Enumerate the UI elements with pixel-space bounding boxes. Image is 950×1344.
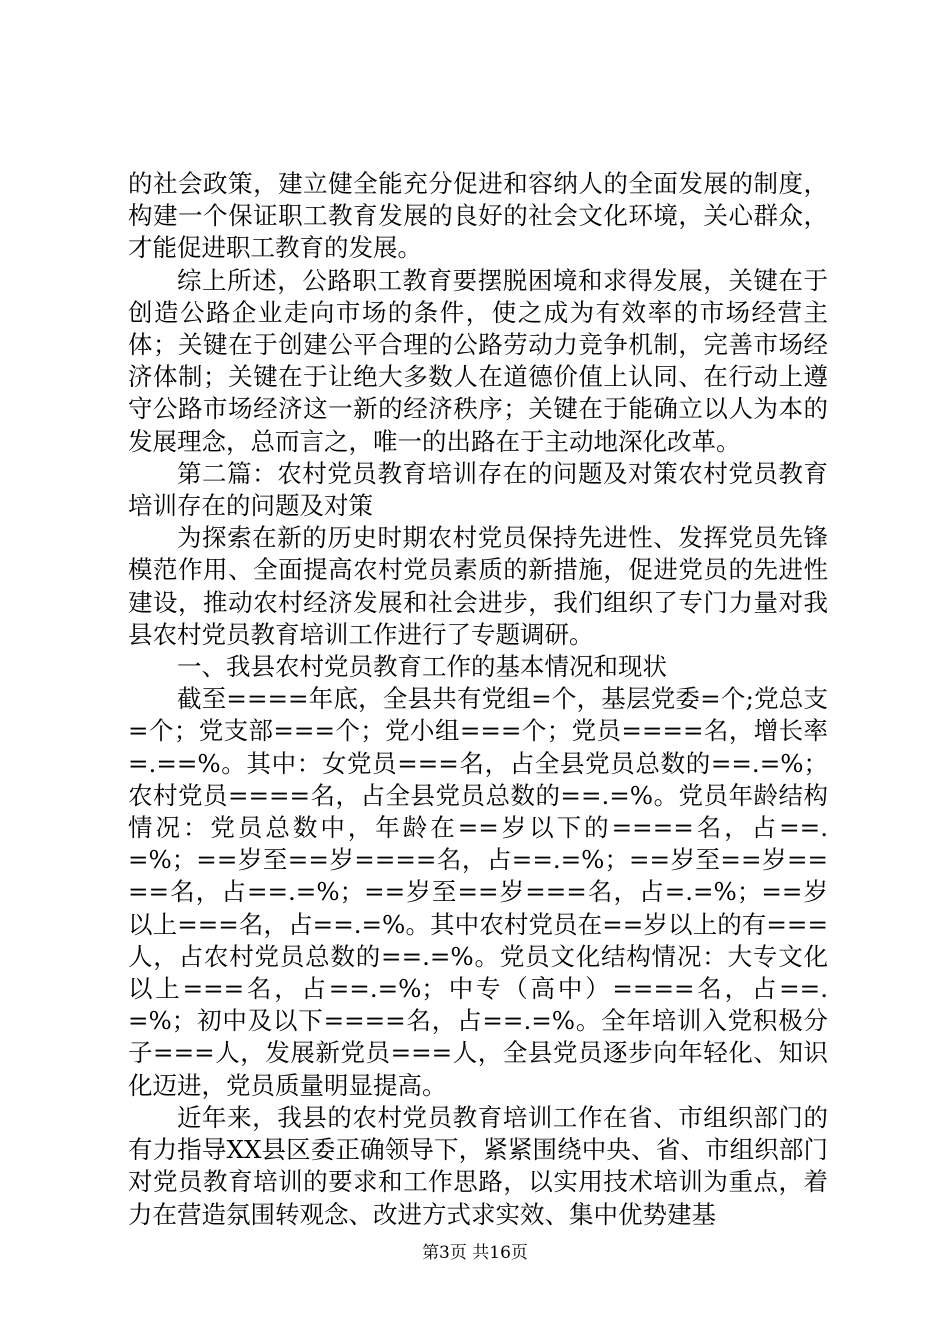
section-heading-part-two: 第二篇：农村党员教育培训存在的问题及对策农村党员教育培训存在的问题及对策 [128,458,828,521]
paragraph-1: 的社会政策，建立健全能充分促进和容纳人的全面发展的制度，构建一个保证职工教育发展的良好的社会文化环境，关心群众，才能促进职工教育的发展。 [128,169,828,263]
subsection-heading-1: 一、我县农村党员教育工作的基本情况和现状 [177,652,667,682]
paragraph-recent-years: 近年来，我县的农村党员教育培训工作在省、市组织部门的有力指导XX县区委正确领导下，紧紧围绕中央、省、市组织部门对党员教育培训的要求和工作思路，以实用技术培训为重点，着力在营造氛围转观念、改进方式求实效、集中优势建基 [128,1102,828,1229]
page-footer [0,1242,950,1264]
paragraph-3: 为探索在新的历史时期农村党员保持先进性、发挥党员先锋模范作用、全面提高农村党员素质的新措施，促进党员的先进性建设，推动农村经济发展和社会进步，我们组织了专门力量对我县农村党员教育培训工作进行了专题调研。 [128,523,828,649]
paragraph-statistics: 截至====年底，全县共有党组=个，基层党委=个;党总支=个；党支部===个；党小组===个；党员====名，增长率=.==%。其中：女党员===名，占全县党员总数的==.=%；农村党员====名，占全县党员总数的==.=%。党员年龄结构情况：党员总数中，年龄在==岁以下的====名，占==.=%；==岁至==岁====名，占==.=%；==岁至==岁====名，占==.=%；==岁至==岁===名，占=.=%；==岁以上===名，占==.=%。其中农村党员在==岁以上的有===人，占农村党员总数的==.=%。党员文化结构情况：大专文化以上===名，占==.=%；中专（高中）====名，占==.=%；初中及以下====名，占==.=%。全年培训入党积极分子===人，发展新党员===人，全县党员逐步向年轻化、知识化迈进，党员质量明显提高。 [128,684,828,1100]
document-body [128,168,828,1231]
page-number: 第3页 共16页 [422,1243,528,1263]
paragraph-2: 综上所述，公路职工教育要摆脱困境和求得发展，关键在于创造公路企业走向市场的条件，使之成为有效率的市场经营主体；关键在于创建公平合理的公路劳动力竞争机制，完善市场经济体制；关键在于让绝大多数人在道德价值上认同、在行动上遵守公路市场经济这一新的经济秩序；关键在于能确立以人为本的发展理念，总而言之，唯一的出路在于主动地深化改革。 [128,265,828,456]
